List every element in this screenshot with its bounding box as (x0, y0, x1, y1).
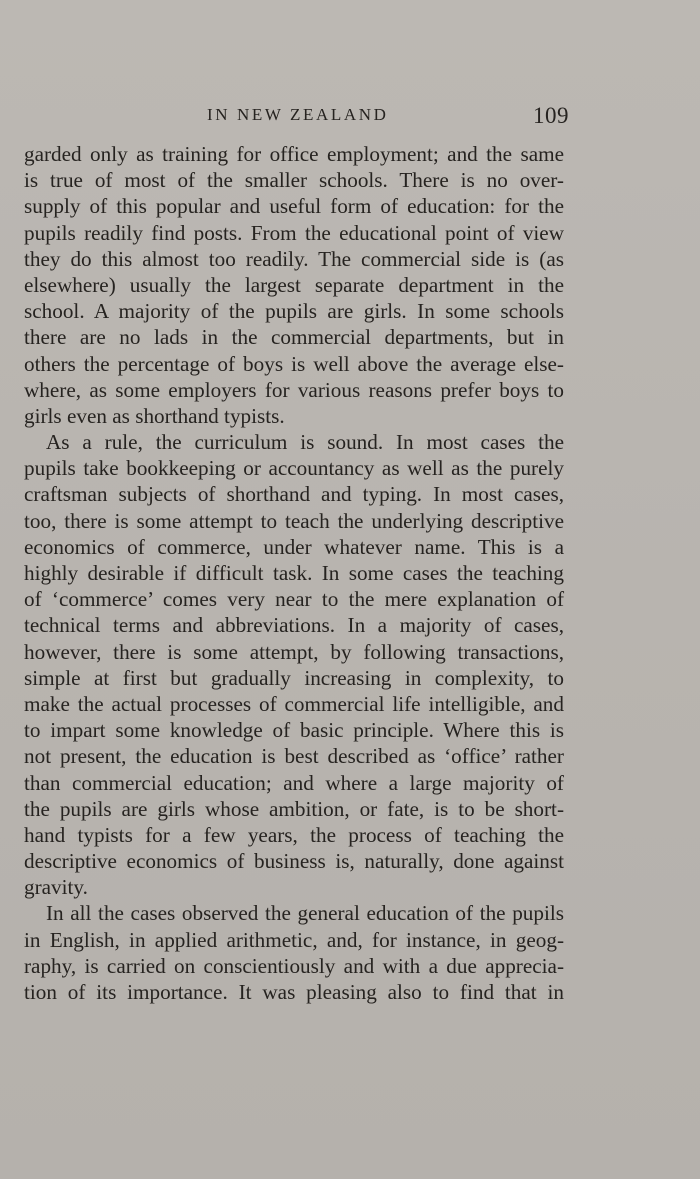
text-line: highly desirable if difficult task. In some cases the teaching (24, 561, 564, 585)
text-line: simple at first but gradually increasing in complexity, to (24, 665, 564, 690)
running-title: IN NEW ZEALAND (207, 105, 389, 124)
page-number: 109 (533, 103, 569, 128)
text-line: than commercial education; and where a large majority of (24, 770, 564, 795)
body-text (24, 141, 564, 1005)
text-line: the pupils are girls whose ambition, or fate, is to be short- (24, 796, 564, 821)
text-line: not present, the education is best described as ‘office’ rather (24, 744, 564, 769)
text-line: they do this almost too readily. The commercial side is (as (24, 246, 564, 271)
text-line: supply of this popular and useful form of education: for the (24, 194, 564, 219)
text-line: however, there is some attempt, by following transactions, (24, 639, 564, 664)
text-line: too, there is some attempt to teach the underlying descriptive (24, 508, 564, 533)
text-line: in English, in applied arithmetic, and, for instance, in geog- (24, 927, 564, 952)
text-line: tion of its importance. It was pleasing also to find that in (24, 980, 564, 1004)
text-line: elsewhere) usually the largest separate department in the (24, 272, 564, 297)
text-line: garded only as training for office employment; and the same (24, 142, 564, 166)
text-line: is true of most of the smaller schools. There is no over- (24, 168, 564, 193)
text-line: make the actual processes of commercial life intelligible, and (24, 691, 564, 716)
text-line: girls even as shorthand typists. (24, 403, 285, 428)
text-line: there are no lads in the commercial departments, but in (24, 325, 564, 350)
text-line: In all the cases observed the general education of the pupils (46, 901, 564, 926)
text-line: craftsman subjects of shorthand and typing. In most cases, (24, 482, 564, 507)
text-line: school. A majority of the pupils are girls. In some schools (24, 299, 564, 324)
text-line: others the percentage of boys is well above the average else- (24, 351, 564, 376)
text-line: hand typists for a few years, the process of teaching the (24, 822, 564, 847)
text-line: technical terms and abbreviations. In a majority of cases, (24, 613, 564, 638)
text-line: gravity. (24, 875, 88, 900)
running-head (0, 103, 700, 129)
text-line: where, as some employers for various reasons prefer boys to (24, 377, 564, 402)
text-line: of ‘commerce’ comes very near to the mere explanation of (24, 587, 564, 612)
text-line: As a rule, the curriculum is sound. In most cases the (46, 430, 564, 455)
text-line: economics of commerce, under whatever name. This is a (24, 534, 564, 559)
text-line: to impart some knowledge of basic principle. Where this is (24, 718, 564, 743)
text-line: pupils take bookkeeping or accountancy as well as the purely (24, 456, 564, 481)
text-line: pupils readily find posts. From the educational point of view (24, 220, 564, 245)
text-line: descriptive economics of business is, naturally, done against (24, 849, 564, 874)
text-line: raphy, is carried on conscientiously and with a due apprecia- (24, 953, 564, 978)
